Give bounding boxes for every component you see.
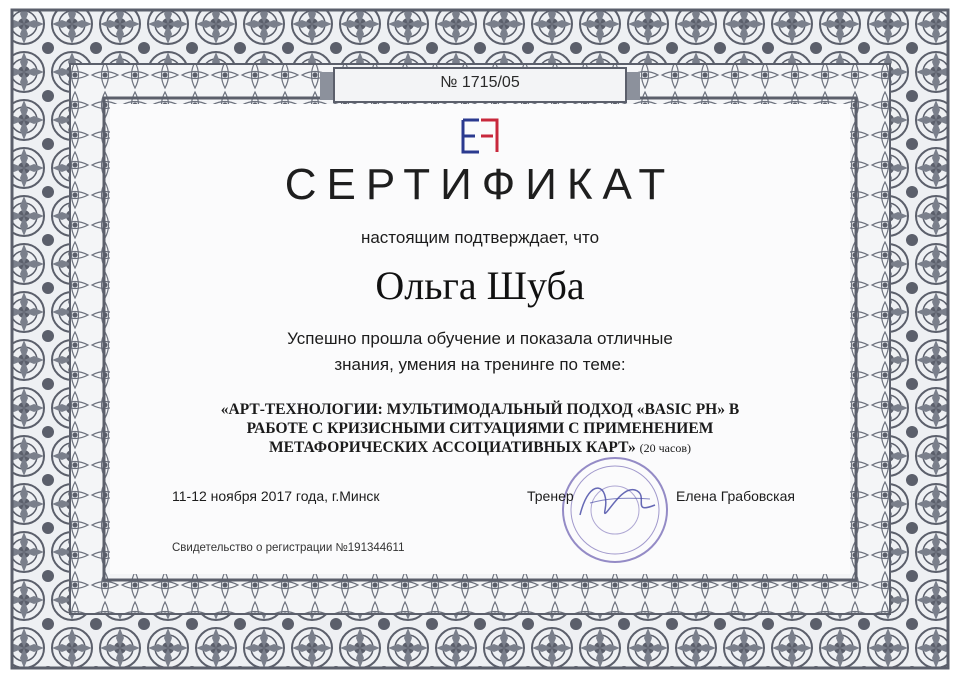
registration-number: Свидетельство о регистрации №191344611 [172, 542, 405, 554]
completion-line-1: Успешно прошла обучение и показала отличные [287, 329, 673, 348]
trainer-label: Тренер [527, 488, 574, 504]
official-stamp [560, 455, 670, 565]
recipient-name: Ольга Шуба [375, 263, 585, 308]
training-topic [160, 400, 800, 458]
number-ribbon [320, 66, 640, 106]
topic-line-2: РАБОТЕ С КРИЗИСНЫМИ СИТУАЦИЯМИ С ПРИМЕНЕНИЕМ [246, 420, 714, 437]
certificate-number: № 1715/05 [440, 74, 520, 91]
date-place: 11-12 ноября 2017 года, г.Минск [172, 488, 380, 504]
trainer-name: Елена Грабовская [676, 488, 795, 504]
certificate-title: СЕРТИФИКАТ [284, 160, 676, 209]
organization-logo-icon [459, 116, 501, 156]
completion-text [180, 326, 780, 378]
completion-line-2: знания, умения на тренинге по теме: [334, 355, 626, 374]
intro-text: настоящим подтверждает, что [360, 228, 600, 247]
topic-line-1: «АРТ-ТЕХНОЛОГИИ: МУЛЬТИМОДАЛЬНЫЙ ПОДХОД «BASIC PH» В [220, 401, 740, 418]
topic-line-3: МЕТАФОРИЧЕСКИХ АССОЦИАТИВНЫХ КАРТ» [268, 439, 636, 456]
training-hours: (20 часов) [639, 441, 691, 455]
